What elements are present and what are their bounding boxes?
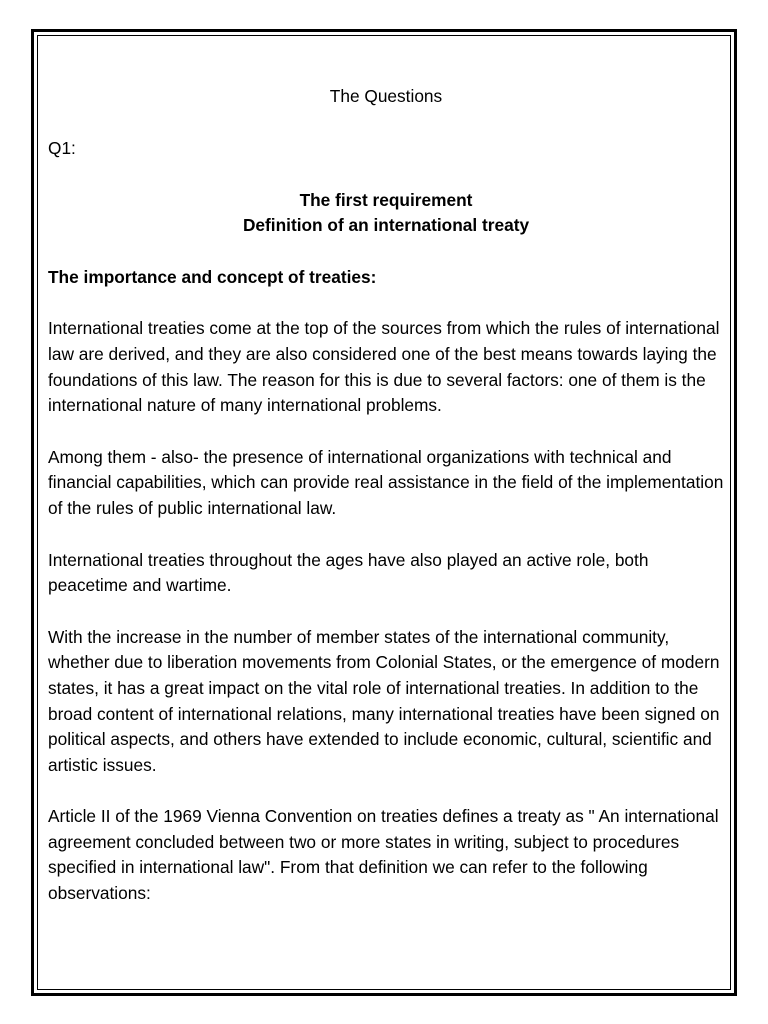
paragraph: International treaties throughout the ages have also played an active role, both peacetime and wartime.: [48, 549, 649, 596]
paragraph: Article II of the 1969 Vienna Convention on treaties defines a treaty as " An international agreement concluded between two or more states in writing, subject to procedures specified in international law". From that definition we can refer to the following observations:: [48, 806, 719, 904]
requirement-title: The first requirement: [299, 189, 473, 210]
page-title: The Questions: [329, 86, 443, 106]
question-label: Q1:: [48, 138, 76, 158]
requirement-heading: [48, 188, 724, 239]
requirement-subtitle: Definition of an international treaty: [242, 215, 530, 236]
paragraph: Among them - also- the presence of international organizations with technical and financial capabilities, which can provide real assistance in the field of the implementation of the rules of public international law.: [48, 446, 724, 518]
document-body: [48, 84, 724, 907]
section-heading: The importance and concept of treaties:: [48, 266, 377, 287]
paragraph: International treaties come at the top of the sources from which the rules of international law are derived, and they are also considered one of the best means towards laying the foundations of this law. The reason for this is due to several factors: one of them is the international nature of many international problems.: [48, 318, 720, 416]
paragraph: With the increase in the number of member states of the international community, whether due to liberation movements from Colonial States, or the emergence of modern states, it has a great impact on the vital role of international treaties. In addition to the broad content of international relations, many international treaties have been signed on political aspects, and others have extended to include economic, cultural, scientific and artistic issues.: [48, 626, 720, 775]
